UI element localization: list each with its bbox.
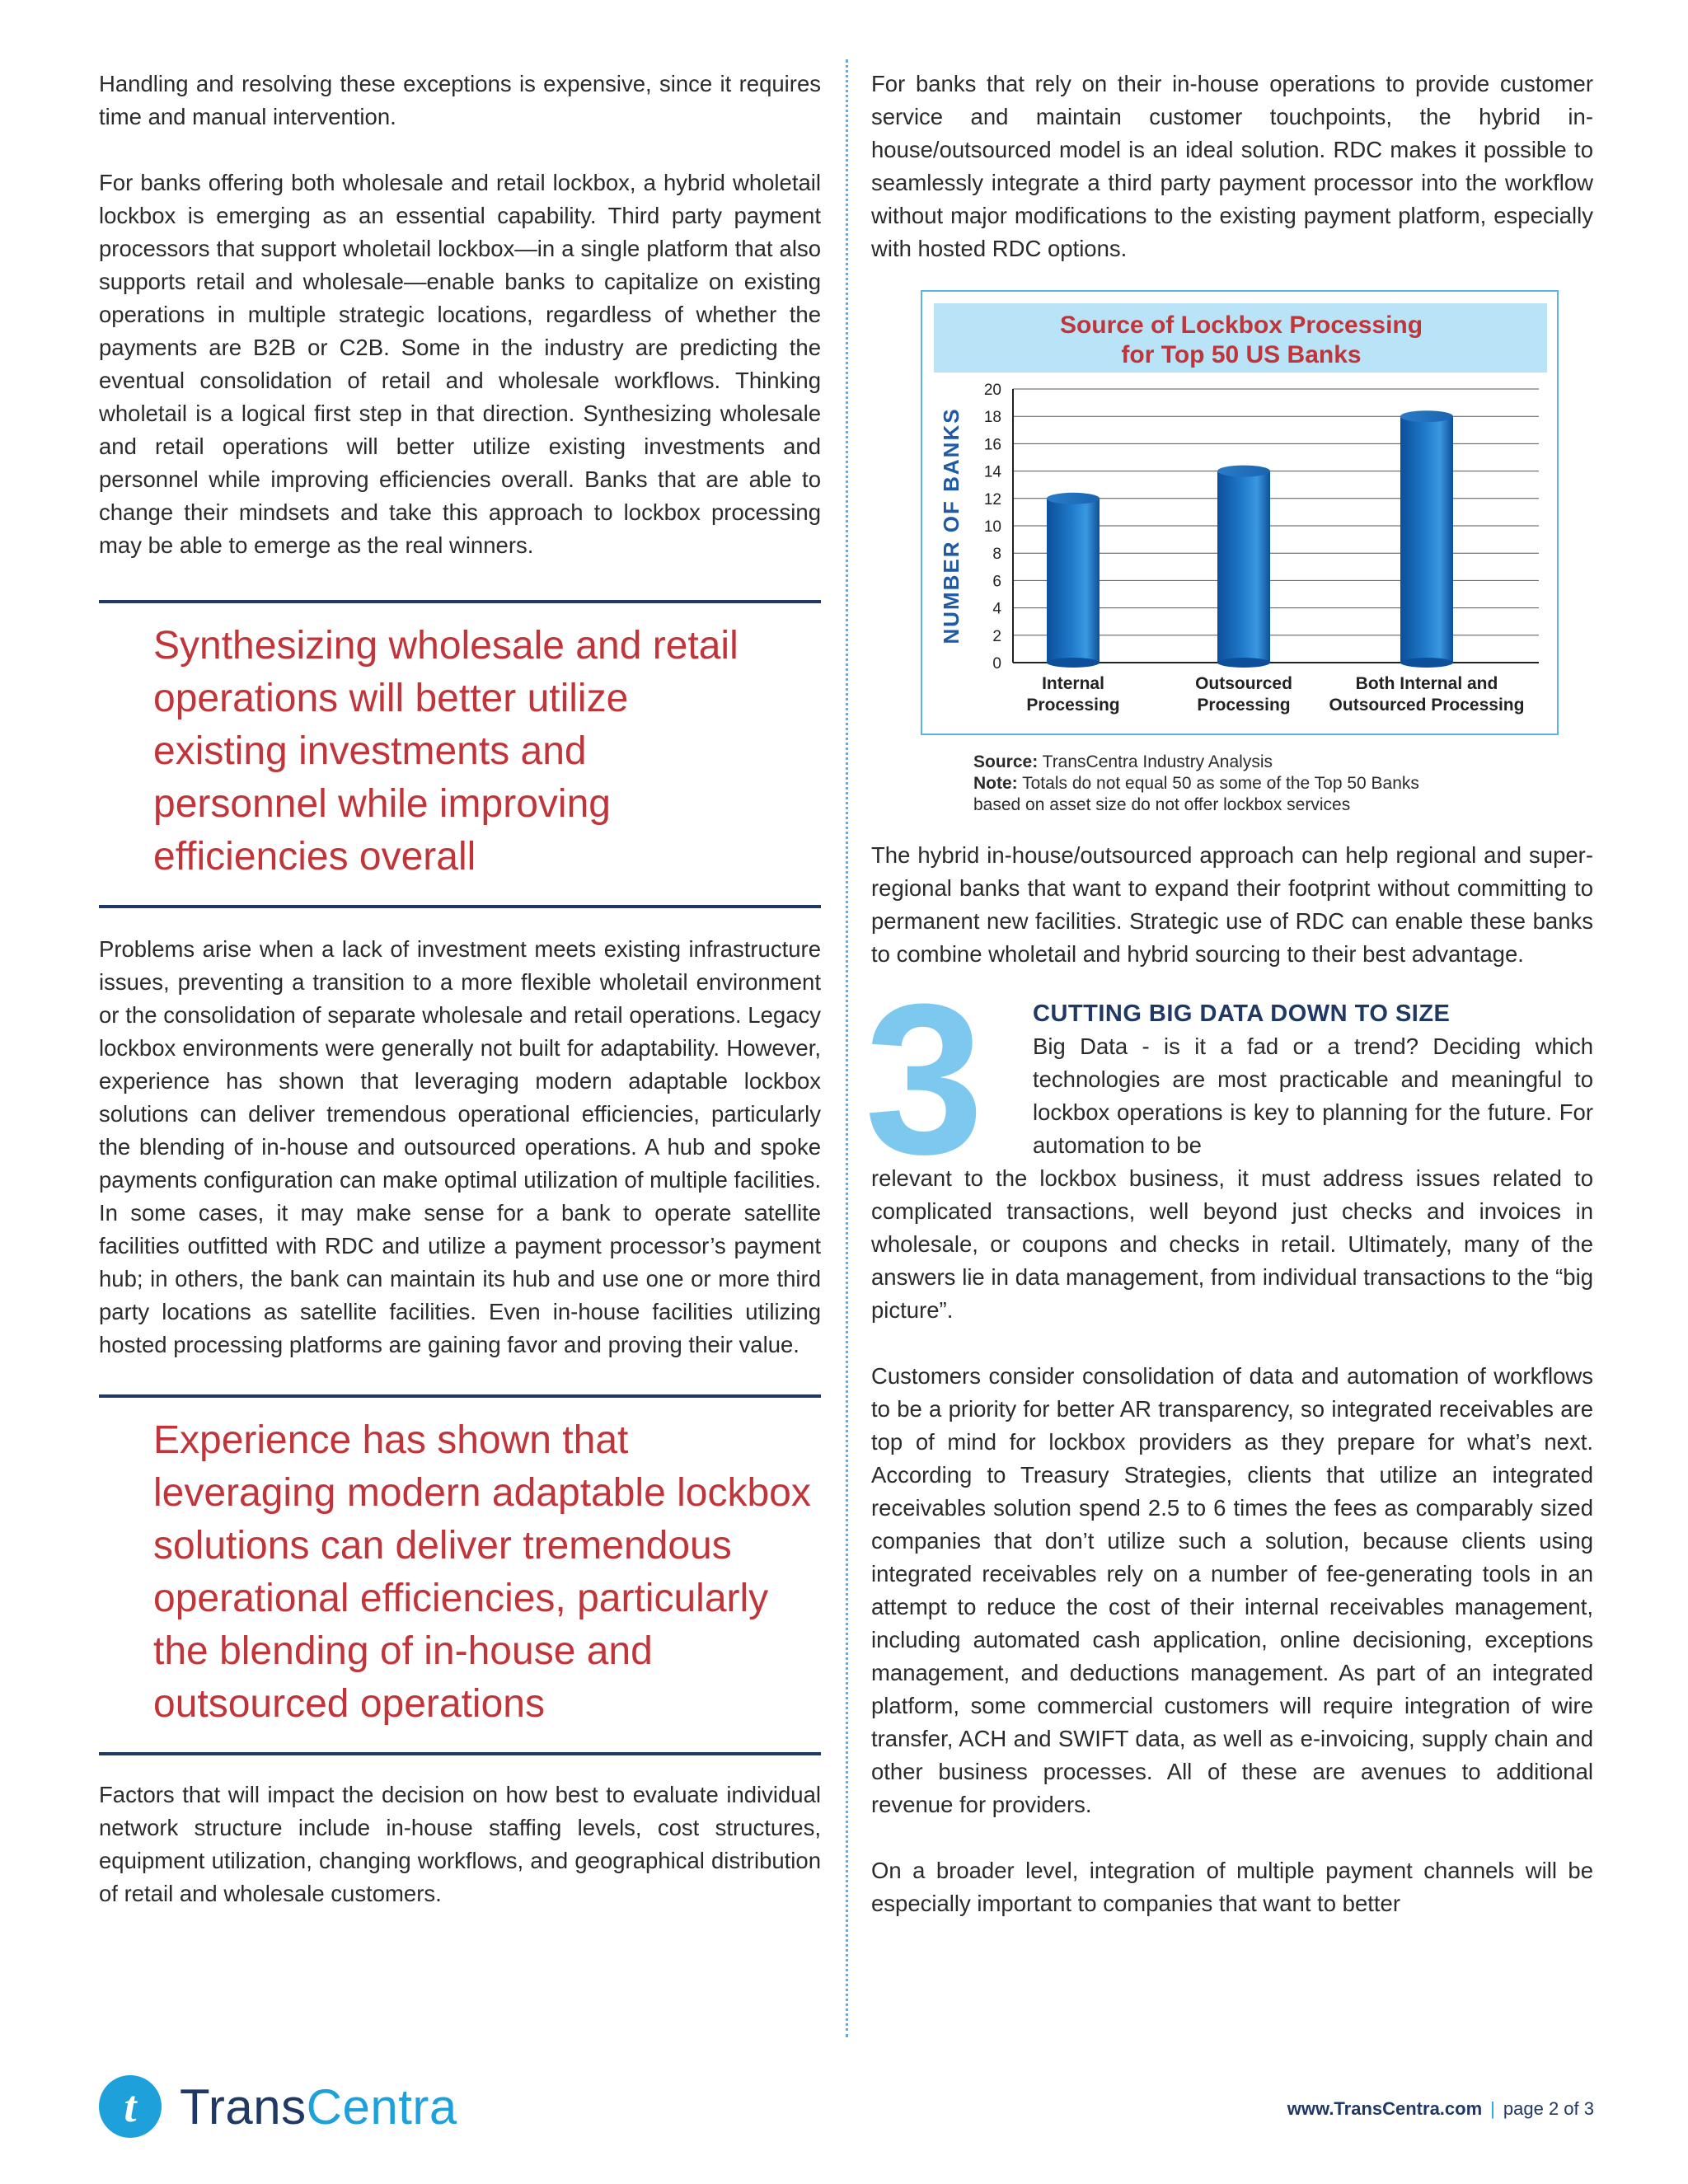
y-tick-label: 8: [992, 546, 1001, 564]
lockbox-chart: [921, 290, 1559, 735]
chart-canvas: [922, 292, 1560, 737]
footer-separator: |: [1490, 2098, 1495, 2119]
right-paragraph-4: Customers consider consolidation of data and automation of workflows to be a priority for better AR transparency, so integrated receivables are top of mind for lockbox providers as they prepare for what’s next. According to Treasury Strategies, clients that utilize an integrated receivables solution spend 2.5 to 6 times the fees as comparably sized companies that don’t utilize such a solution, because clients using integrated receivables rely on a number of fee-generating tools in an attempt to reduce the cost of their internal receivables management, including automated cash application, online decisioning, exceptions management, and deductions management. As part of an integrated platform, some commercial customers will require integration of wire transfer, ACH and SWIFT data, as well as e-invoicing, supply chain and other business processes. All of these are avenues to additional revenue for providers.: [871, 1363, 1593, 1817]
section-number: 3: [865, 960, 984, 1199]
right-paragraph-5: On a broader level, integration of multiple payment channels will be especially important to companies that want to better: [871, 1858, 1593, 1916]
left-paragraph-1: Handling and resolving these exceptions is expensive, since it requires time and manual intervention.: [99, 71, 821, 129]
footer-info: [1287, 2098, 1594, 2120]
chart-subtitle: for Top 50 US Banks: [1121, 341, 1362, 368]
chart-notes: [973, 752, 1593, 816]
y-tick-label: 2: [992, 627, 1001, 645]
x-category-label: Outsourced: [1195, 674, 1292, 693]
logo-part-1: Trans: [180, 2079, 307, 2135]
section-heading: CUTTING BIG DATA DOWN TO SIZE: [1033, 1001, 1451, 1027]
y-tick-label: 18: [983, 409, 1001, 427]
x-category-label: Outsourced Processing: [1329, 696, 1525, 715]
left-paragraph-4: Factors that will impact the decision on how best to evaluate individual network structure include in-house staffing levels, cost structures, equipment utilization, changing workflows, and geographical distribution of retail and wholesale customers.: [99, 1782, 821, 1906]
left-paragraph-3: Problems arise when a lack of investment meets existing infrastructure issues, preventing a transition to a more flexible wholetail environment or the consolidation of separate wholesale and retail operations. Legacy lockbox environments were generally not built for adaptability. However, experience has shown that leveraging modern adaptable lockbox solutions can deliver tremendous operational efficiencies, particularly the blending of in-house and outsourced operations. A hub and spoke payments configuration can make optimal utilization of multiple facilities. In some cases, it may make sense for a bank to operate satellite facilities outfitted with RDC and utilize a payment processor’s payment hub; in others, the bank can maintain its hub and use one or more third party locations as satellite facilities. Even in-house facilities utilizing hosted processing platforms are gaining favor and proving their value.: [99, 936, 821, 1357]
logo-wordmark: [180, 2079, 457, 2135]
logo-part-2: Centra: [306, 2079, 457, 2135]
left-column: [99, 68, 821, 1943]
bar-cap: [1400, 410, 1453, 422]
note-text: Totals do not equal 50 as some of the Top 50 Banks: [1017, 774, 1419, 793]
pullquote-1: Synthesizing wholesale and retail operations will better utilize existing investments and personnel while improving efficiencies overall: [153, 624, 738, 879]
footer-url[interactable]: www.TransCentra.com: [1287, 2098, 1483, 2119]
y-tick-label: 20: [983, 382, 1001, 399]
bar-cap: [1217, 466, 1270, 477]
chart-title: Source of Lockbox Processing: [1059, 312, 1423, 339]
bar: [1047, 499, 1100, 663]
y-tick-label: 12: [983, 490, 1001, 509]
section-paragraph-indented: Big Data - is it a fad or a trend? Deciding which technologies are most practicable and meaningful to lockbox operations is key to planning for the future. For automation to be: [1033, 1033, 1593, 1158]
note-text-2: based on asset size do not offer lockbox services: [973, 795, 1351, 814]
source-label: Source:: [973, 752, 1039, 771]
source-text: TransCentra Industry Analysis: [1038, 752, 1273, 771]
y-axis-label: NUMBER OF BANKS: [939, 407, 964, 644]
transcentra-logo: [99, 2075, 457, 2138]
pullquote-rule-bottom: [99, 905, 821, 908]
bar: [1400, 416, 1453, 663]
right-paragraph-1: For banks that rely on their in-house operations to provide customer service and maintain customer touchpoints, the hybrid in-house/outsourced model is an ideal solution. RDC makes it possible to seamlessly integrate a third party payment processor into the workflow without major modifications to the existing payment platform, especially with hosted RDC options.: [871, 71, 1593, 261]
pullquote-rule-bottom: [99, 1752, 821, 1755]
logo-mark-icon: t: [99, 2075, 162, 2138]
left-paragraph-2: For banks offering both wholesale and retail lockbox, a hybrid wholetail lockbox is emerging as an essential capability. Third party payment processors that support wholetail lockbox—in a single platform that also supports retail and wholesale—enable banks to capitalize on existing operations in multiple strategic locations, regardless of whether the payments are B2B or C2B. Some in the industry are predicting the eventual consolidation of retail and wholesale workflows. Thinking wholetail is a logical first step in that direction. Synthesizing wholesale and retail operations will better utilize existing investments and personnel while improving efficiencies overall. Banks that are able to change their mindsets and take this approach to lockbox processing may be able to emerge as the real winners.: [99, 170, 821, 558]
y-tick-label: 4: [992, 600, 1001, 618]
y-tick-label: 10: [983, 518, 1001, 536]
bar-base: [1400, 658, 1453, 668]
y-tick-label: 6: [992, 573, 1001, 591]
right-column: [865, 68, 1593, 1953]
x-category-label: Internal: [1042, 674, 1104, 693]
section-3: [865, 960, 1593, 1327]
y-tick-label: 16: [983, 436, 1001, 454]
x-category-label: Both Internal and: [1355, 674, 1498, 693]
x-category-label: Processing: [1197, 696, 1291, 715]
bar: [1217, 471, 1270, 663]
bar-base: [1047, 658, 1100, 668]
right-paragraph-2: The hybrid in-house/outsourced approach can help regional and super-regional banks that want to expand their footprint without committing to permanent new facilities. Strategic use of RDC can enable these banks to combine wholetail and hybrid sourcing to their best advantage.: [871, 842, 1593, 967]
note-label: Note:: [973, 774, 1018, 793]
pullquote-2: Experience has shown that leveraging modern adaptable lockbox solutions can deliver tremendous operational efficiencies, particularly the blending of in-house and outsourced operations: [153, 1418, 811, 1726]
bar-cap: [1047, 493, 1100, 504]
bar-base: [1217, 658, 1270, 668]
y-tick-label: 14: [983, 463, 1001, 481]
section-paragraph: relevant to the lockbox business, it must address issues related to complicated transactions, well beyond just checks and invoices in wholesale, or coupons and checks in retail. Ultimately, many of the answers lie in data management, from individual transactions to the “big picture”.: [871, 1165, 1593, 1323]
y-tick-label: 0: [992, 655, 1001, 673]
column-divider: [846, 59, 848, 2037]
x-category-label: Processing: [1026, 696, 1120, 715]
page-number: page 2 of 3: [1503, 2098, 1594, 2119]
